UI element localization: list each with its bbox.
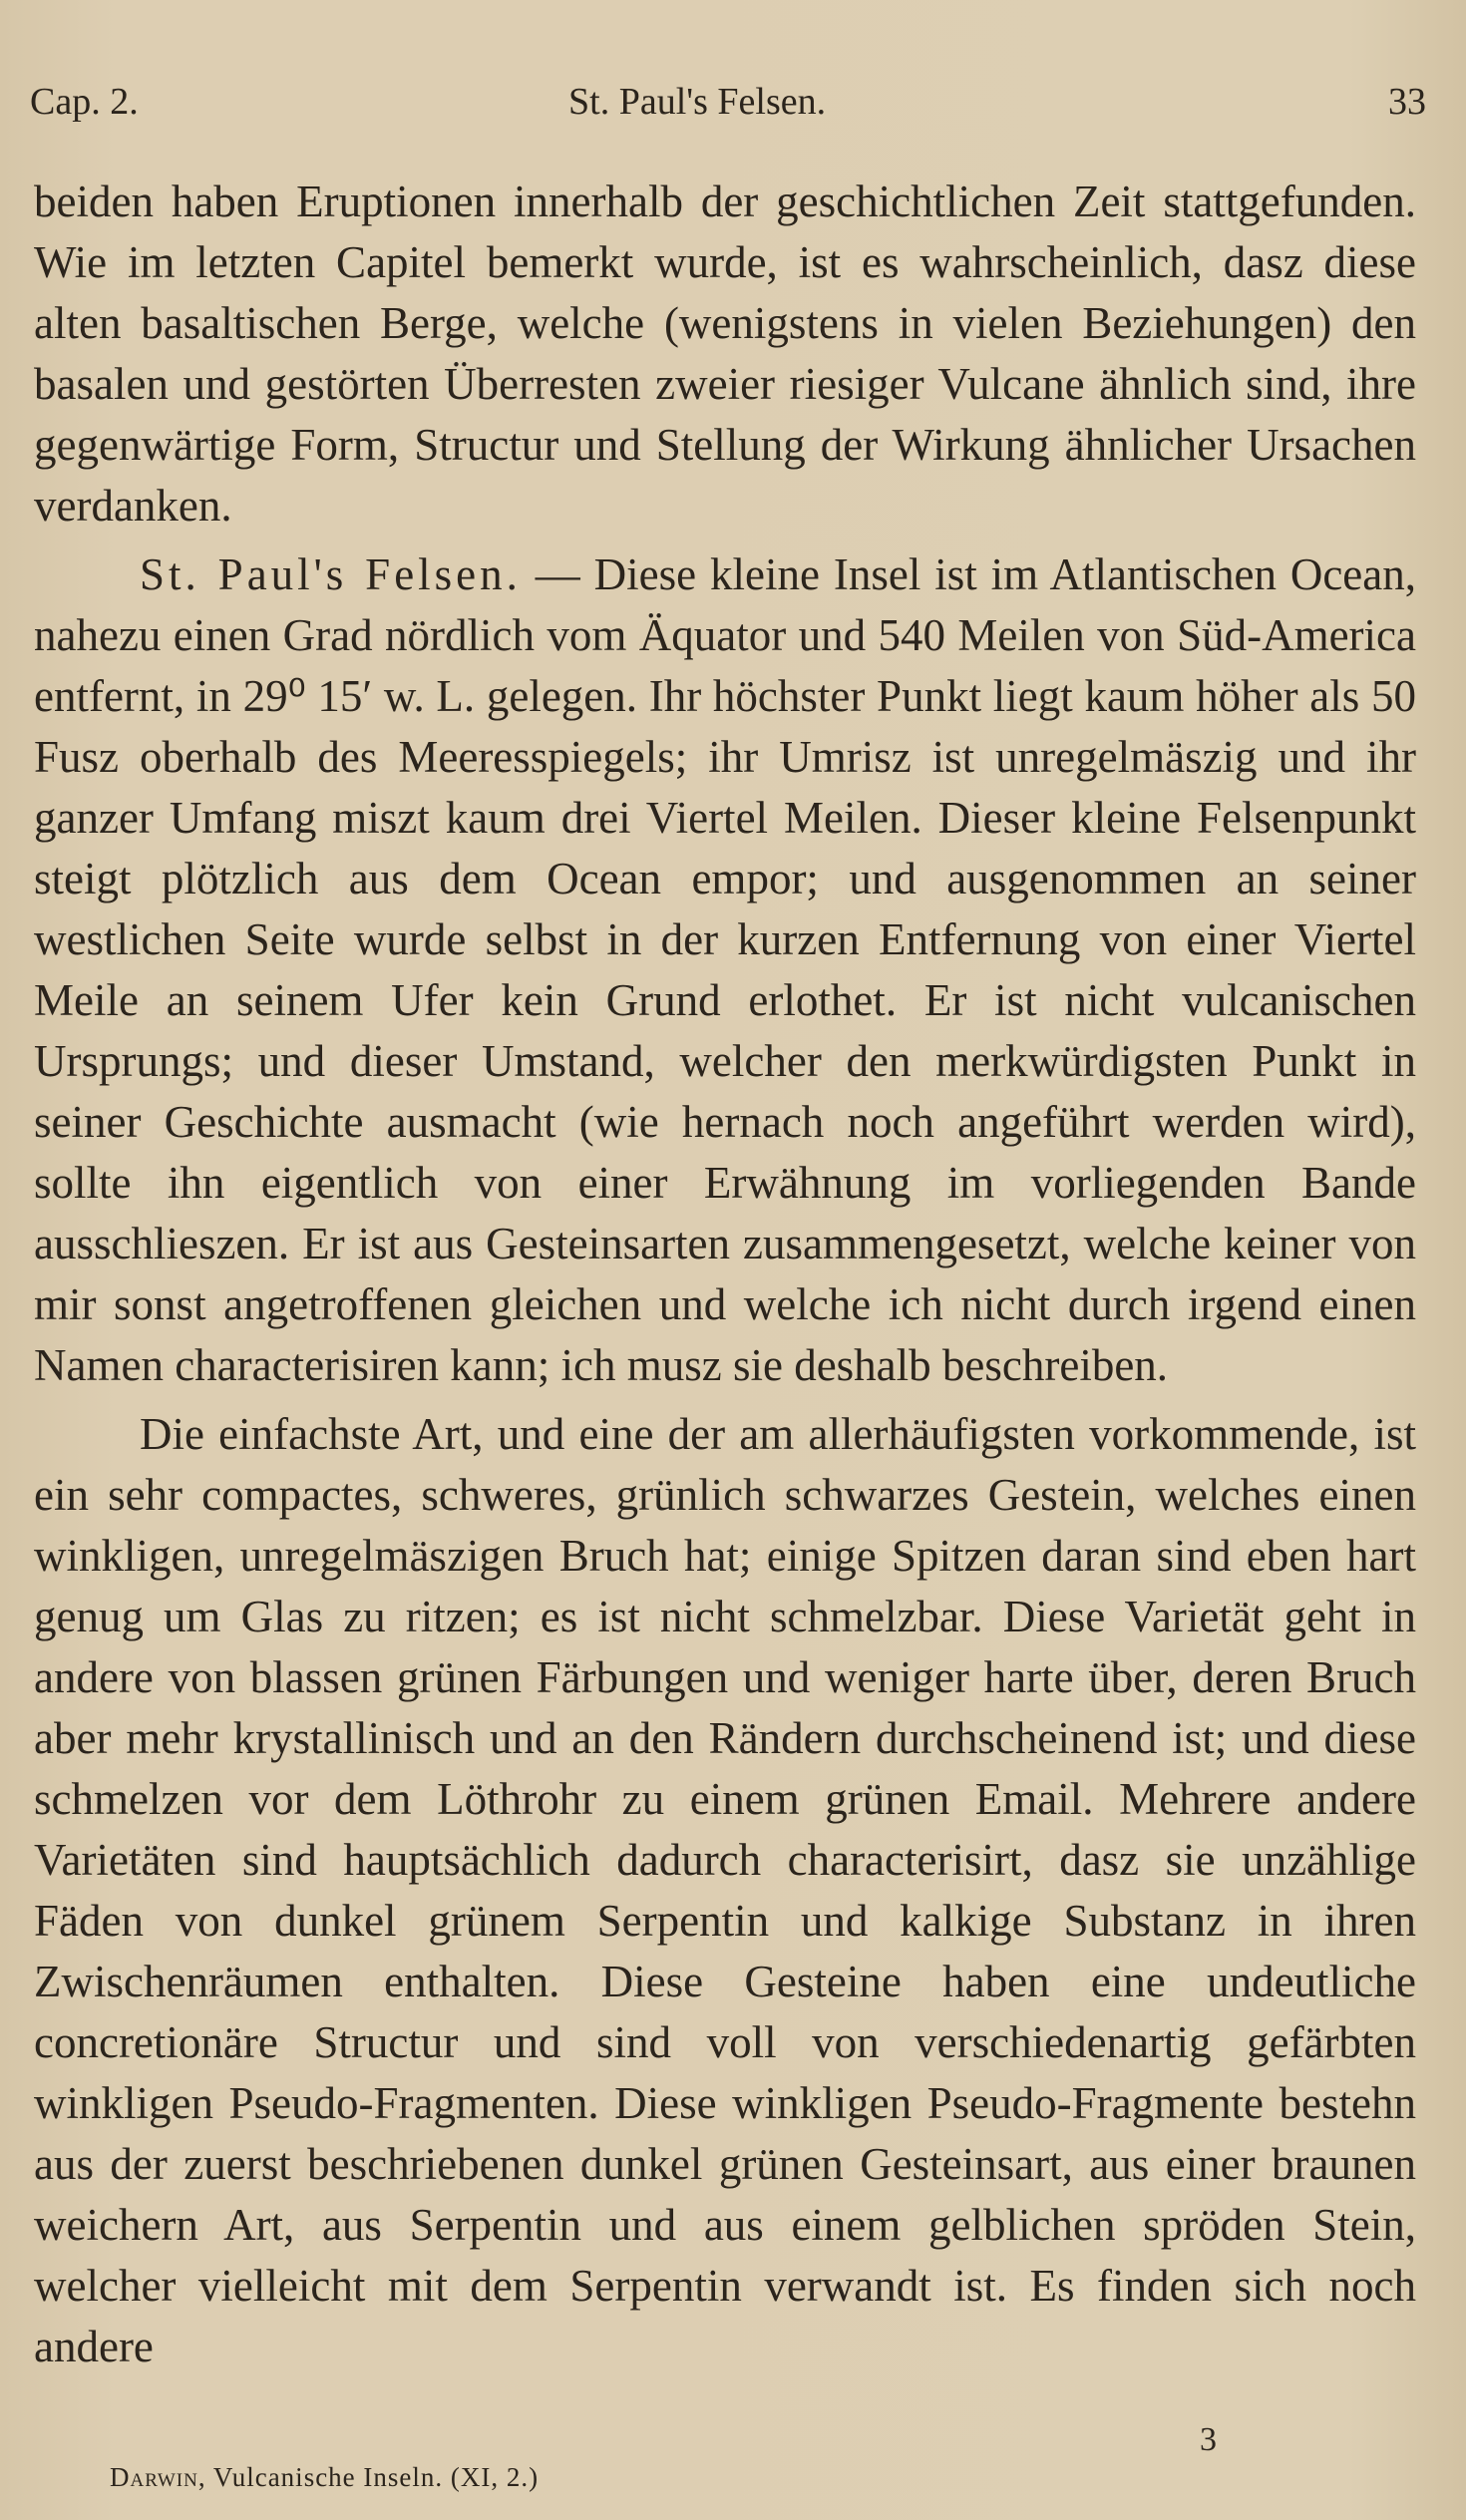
running-header: [30, 80, 1426, 130]
paragraph-2-text: — Diese kleine Insel ist im Atlantischen Ocean, nahezu einen Grad nördlich vom Äquator und 540 Meilen von Süd-America entfernt, in 29⁰ 15′ w. L. gelegen. Ihr höchster Punkt liegt kaum höher als 50 Fusz oberhalb des Meeresspiegels; ihr Umrisz ist unregelmäszig und ihr ganzer Umfang miszt kaum drei Viertel Meilen. Dieser kleine Felsenpunkt steigt plötzlich aus dem Ocean empor; und ausgenommen an seiner westlichen Seite wurde selbst in der kurzen Entfernung von einer Viertel Meile an seinem Ufer kein Grund erlothet. Er ist nicht vulcanischen Ursprungs; und dieser Umstand, welcher den merkwürdigsten Punkt in seiner Geschichte ausmacht (wie hernach noch angeführt werden wird), sollte ihn eigentlich von einer Erwähnung im vorliegenden Bande ausschlieszen. Er ist aus Gesteinsarten zusammengesetzt, welche keiner von mir sonst angetroffenen gleichen und welche ich nicht durch irgend einen Namen characterisiren kann; ich musz sie deshalb beschreiben.: [34, 549, 1416, 1390]
main-text: [34, 172, 1416, 2377]
paragraph-3: Die einfachste Art, und eine der am allerhäufigsten vorkommende, ist ein sehr compactes, schweres, grünlich schwarzes Gestein, welches einen winkligen, unregelmäszigen Bruch hat; einige Spitzen daran sind eben hart genug um Glas zu ritzen; es ist nicht schmelzbar. Diese Varietät geht in andere von blassen grünen Färbungen und weniger harte über, deren Bruch aber mehr krystallinisch und an den Rändern durchscheinend ist; und diese schmelzen vor dem Löthrohr zu einem grünen Email. Mehrere andere Varietäten sind hauptsächlich dadurch characterisirt, dasz sie unzählige Fäden von dunkel grünem Serpentin und kalkige Substanz in ihren Zwischenräumen enthalten. Diese Gesteine haben eine undeutliche concretionäre Structur und sind voll von verschiedenartig gefärbten winkligen Pseudo-Fragmenten. Diese winkligen Pseudo-Fragmente bestehn aus der zuerst beschriebenen dunkel grünen Gesteinsart, aus einer braunen weichern Art, aus Serpentin und aus einem gelblichen spröden Stein, welcher vielleicht mit dem Serpentin verwandt ist. Es finden sich noch andere: [34, 1409, 1416, 2371]
signature-mark: 3: [1200, 2421, 1217, 2458]
paragraph-1: beiden haben Eruptionen innerhalb der geschichtlichen Zeit stattgefunden. Wie im letzten Capitel bemerkt wurde, ist es wahrscheinlich, dasz diese alten basaltischen Berge, welche (wenigstens in vielen Beziehungen) den basalen und gestörten Überresten zweier riesiger Vulcane ähnlich sind, ihre gegenwärtige Form, Structur und Stellung der Wirkung ähnlicher Ursachen verdanken.: [34, 177, 1416, 531]
footer-rest: , Vulcanische Inseln. (XI, 2.): [197, 2462, 540, 2492]
running-title: St. Paul's Felsen.: [568, 81, 827, 123]
footer-line: [110, 2462, 539, 2493]
paragraph-2: [34, 544, 1416, 1396]
chapter-label: Cap. 2.: [30, 81, 139, 123]
section-heading: St. Paul's Felsen.: [140, 549, 522, 599]
footer-author: Darwin: [110, 2462, 198, 2492]
page-number: 33: [1388, 81, 1426, 123]
